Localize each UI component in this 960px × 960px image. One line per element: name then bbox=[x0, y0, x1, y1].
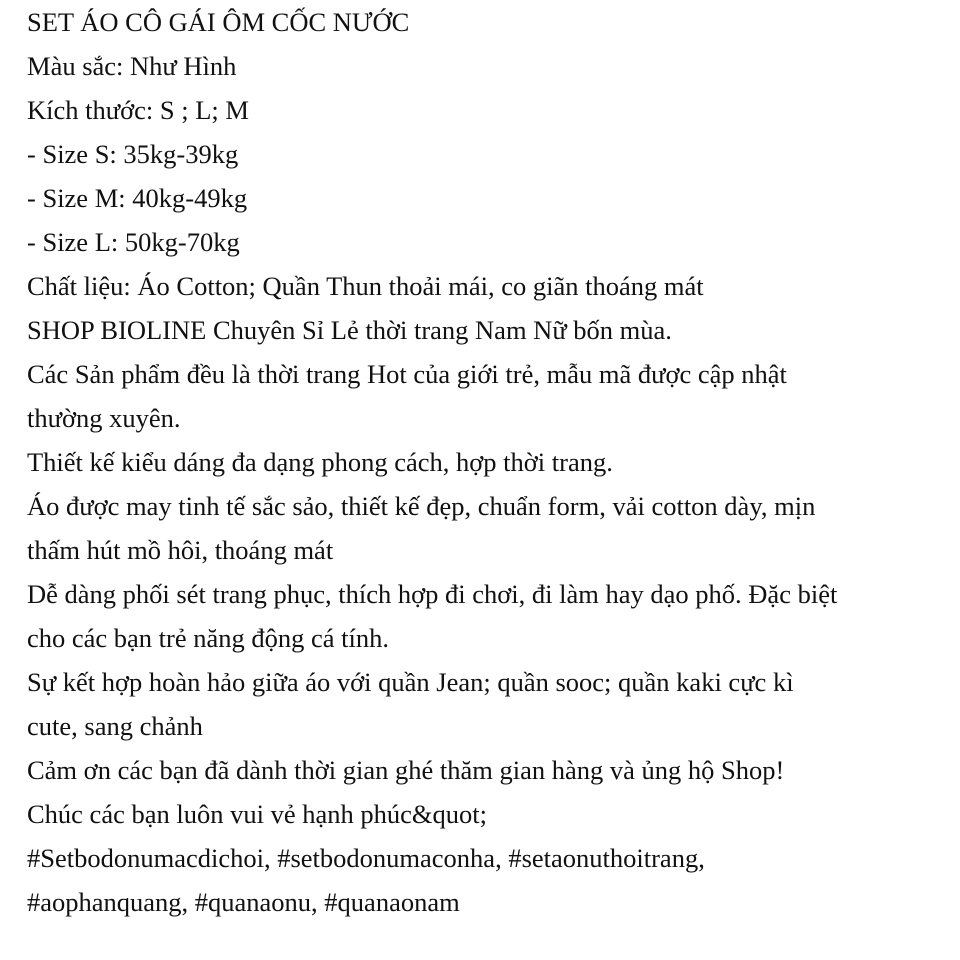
description-line: thấm hút mồ hôi, thoáng mát bbox=[27, 535, 334, 565]
description-line: cho các bạn trẻ năng động cá tính. bbox=[27, 623, 390, 653]
hashtags-line: #aophanquang, #quanaonu, #quanaonam bbox=[27, 887, 460, 917]
hashtags-line: #Setbodonumacdichoi, #setbodonumaconha, #setaonuthoitrang, bbox=[27, 843, 705, 873]
material-line: Chất liệu: Áo Cotton; Quần Thun thoải mái, co giãn thoáng mát bbox=[27, 271, 704, 301]
wishes-line: Chúc các bạn luôn vui vẻ hạnh phúc&quot; bbox=[27, 799, 487, 829]
description-line: Các Sản phẩm đều là thời trang Hot của giới trẻ, mẫu mã được cập nhật bbox=[27, 359, 787, 389]
description-line: Áo được may tinh tế sắc sảo, thiết kế đẹp, chuẩn form, vải cotton dày, mịn bbox=[27, 491, 816, 521]
description-line: Sự kết hợp hoàn hảo giữa áo với quần Jean; quần sooc; quần kaki cực kì bbox=[27, 667, 794, 697]
product-description bbox=[27, 0, 947, 924]
size-m-line: - Size M: 40kg-49kg bbox=[27, 183, 248, 213]
thanks-line: Cảm ơn các bạn đã dành thời gian ghé thăm gian hàng và ủng hộ Shop! bbox=[27, 755, 785, 785]
size-options-line: Kích thước: S ; L; M bbox=[27, 95, 249, 125]
product-title: SET ÁO CÔ GÁI ÔM CỐC NƯỚC bbox=[27, 7, 410, 37]
size-s-line: - Size S: 35kg-39kg bbox=[27, 139, 239, 169]
color-line: Màu sắc: Như Hình bbox=[27, 51, 237, 81]
shop-intro-line: SHOP BIOLINE Chuyên Sỉ Lẻ thời trang Nam Nữ bốn mùa. bbox=[27, 315, 672, 345]
description-line: thường xuyên. bbox=[27, 403, 181, 433]
description-line: cute, sang chảnh bbox=[27, 711, 203, 741]
size-l-line: - Size L: 50kg-70kg bbox=[27, 227, 240, 257]
description-line: Thiết kế kiểu dáng đa dạng phong cách, hợp thời trang. bbox=[27, 447, 613, 477]
description-line: Dễ dàng phối sét trang phục, thích hợp đi chơi, đi làm hay dạo phố. Đặc biệt bbox=[27, 579, 838, 609]
